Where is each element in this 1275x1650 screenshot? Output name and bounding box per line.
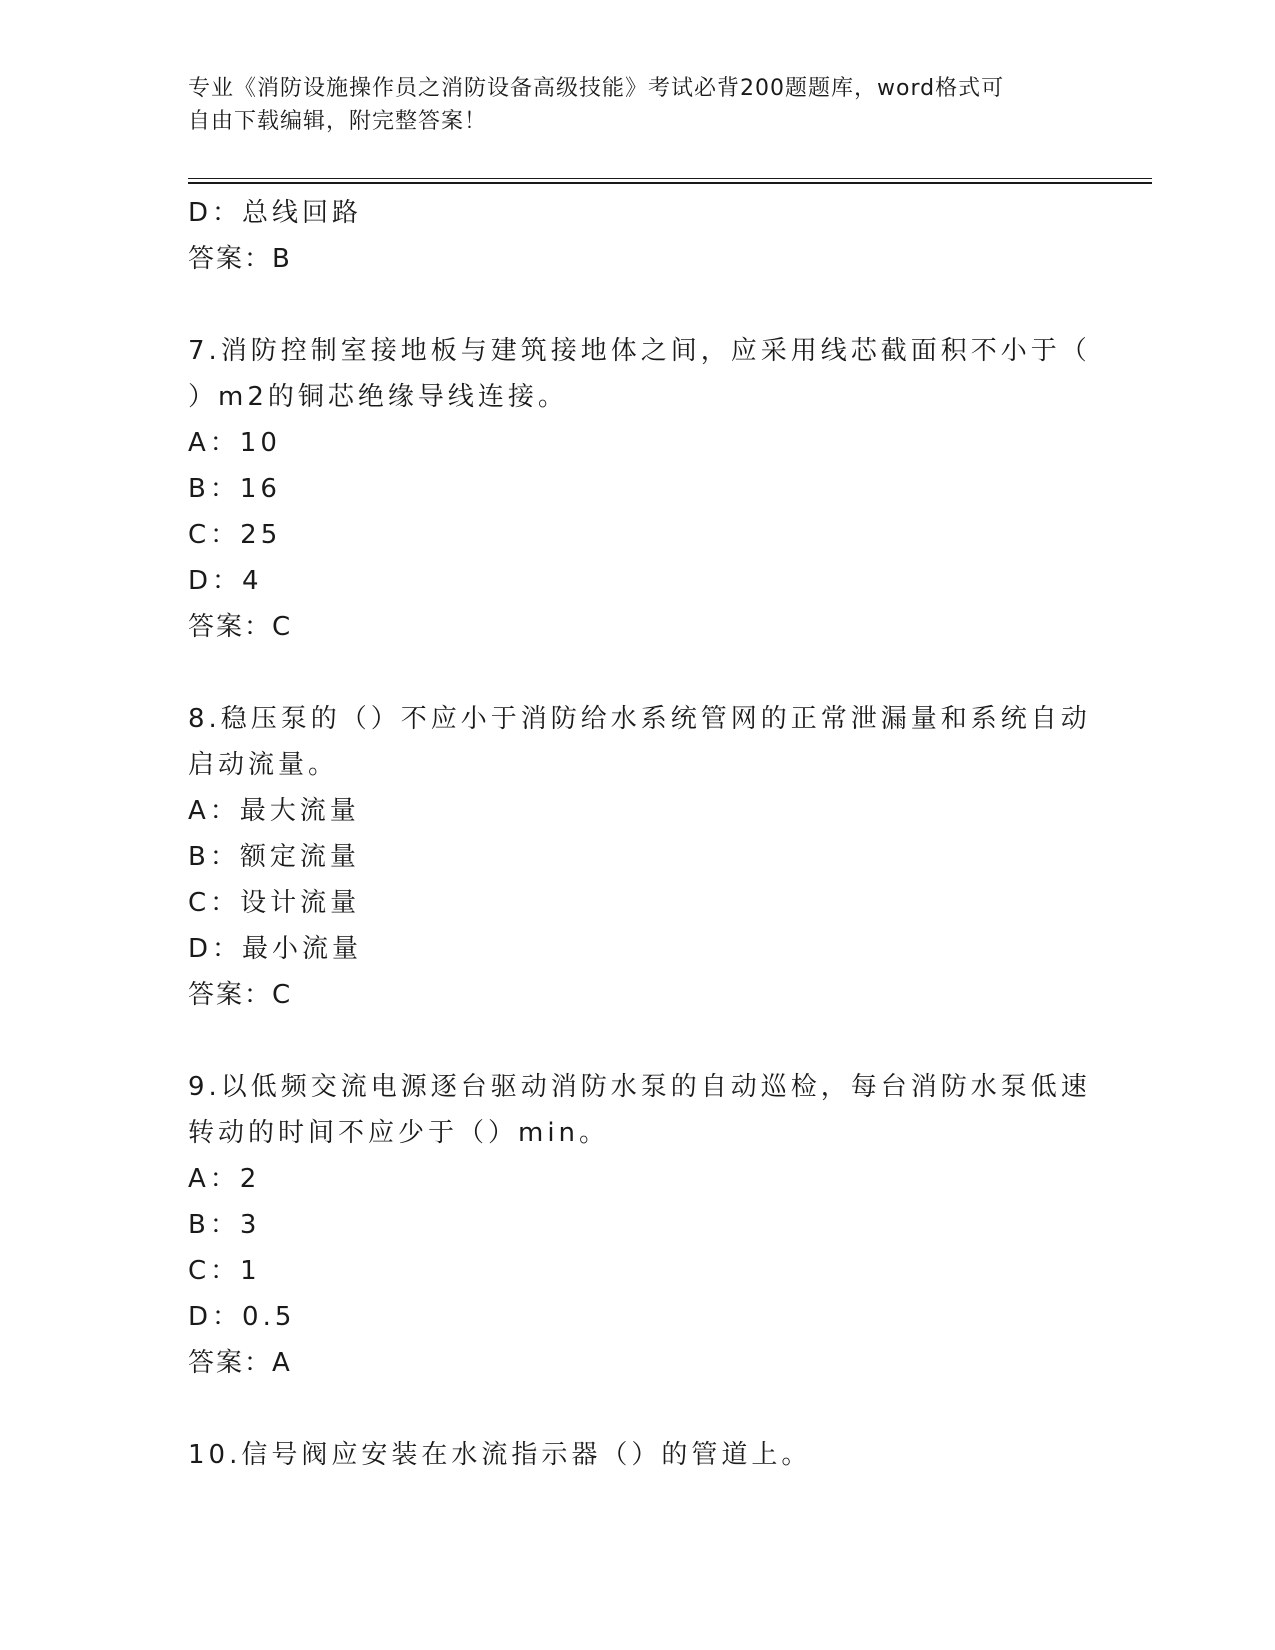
question-8-option-a: A：最大流量 — [188, 796, 360, 826]
question-7-answer: 答案：C — [188, 612, 293, 642]
previous-answer: 答案：B — [188, 244, 292, 274]
question-7-option-c: C：25 — [188, 520, 282, 550]
question-8-option-d: D：最小流量 — [188, 934, 363, 964]
question-8-option-c: C：设计流量 — [188, 888, 361, 918]
question-9-option-d: D：0.5 — [188, 1302, 296, 1332]
question-7-option-d: D：4 — [188, 566, 263, 596]
header-line-2: 自由下载编辑，附完整答案！ — [188, 109, 488, 134]
question-7-text-line-1: 7.消防控制室接地板与建筑接地体之间，应采用线芯截面积不小于（ — [188, 336, 1091, 366]
question-9-answer: 答案：A — [188, 1348, 292, 1378]
question-8-text-line-1: 8.稳压泵的（）不应小于消防给水系统管网的正常泄漏量和系统自动 — [188, 704, 1091, 734]
header-divider-thick — [188, 182, 1152, 184]
document-header — [188, 72, 1068, 138]
question-9 — [188, 1064, 1091, 1386]
question-8-option-b: B：额定流量 — [188, 842, 360, 872]
question-content — [188, 190, 1091, 1478]
question-9-option-b: B：3 — [188, 1210, 261, 1240]
spacer — [188, 650, 1068, 696]
question-8-text-line-2: 启动流量。 — [188, 750, 339, 780]
header-line-1: 专业《消防设施操作员之消防设备高级技能》考试必背200题题库，word格式可 — [188, 76, 1005, 101]
question-9-text-line-2: 转动的时间不应少于（）min。 — [188, 1118, 610, 1148]
question-9-option-a: A：2 — [188, 1164, 261, 1194]
question-7-option-a: A：10 — [188, 428, 281, 458]
spacer — [188, 1018, 1068, 1064]
question-7-text-line-2: ）m2的铜芯绝缘导线连接。 — [188, 382, 568, 412]
question-7 — [188, 328, 1091, 650]
question-7-option-b: B：16 — [188, 474, 281, 504]
question-10 — [188, 1432, 1068, 1478]
question-8-answer: 答案：C — [188, 980, 293, 1010]
question-9-option-c: C：1 — [188, 1256, 261, 1286]
question-10-text-line-1: 10.信号阀应安装在水流指示器（）的管道上。 — [188, 1440, 812, 1470]
question-9-text-line-1: 9.以低频交流电源逐台驱动消防水泵的自动巡检，每台消防水泵低速 — [188, 1072, 1091, 1102]
header-divider-thin — [188, 178, 1152, 179]
spacer — [188, 282, 1068, 328]
spacer — [188, 1386, 1068, 1432]
previous-option-d: D：总线回路 — [188, 198, 363, 228]
question-8 — [188, 696, 1091, 1018]
